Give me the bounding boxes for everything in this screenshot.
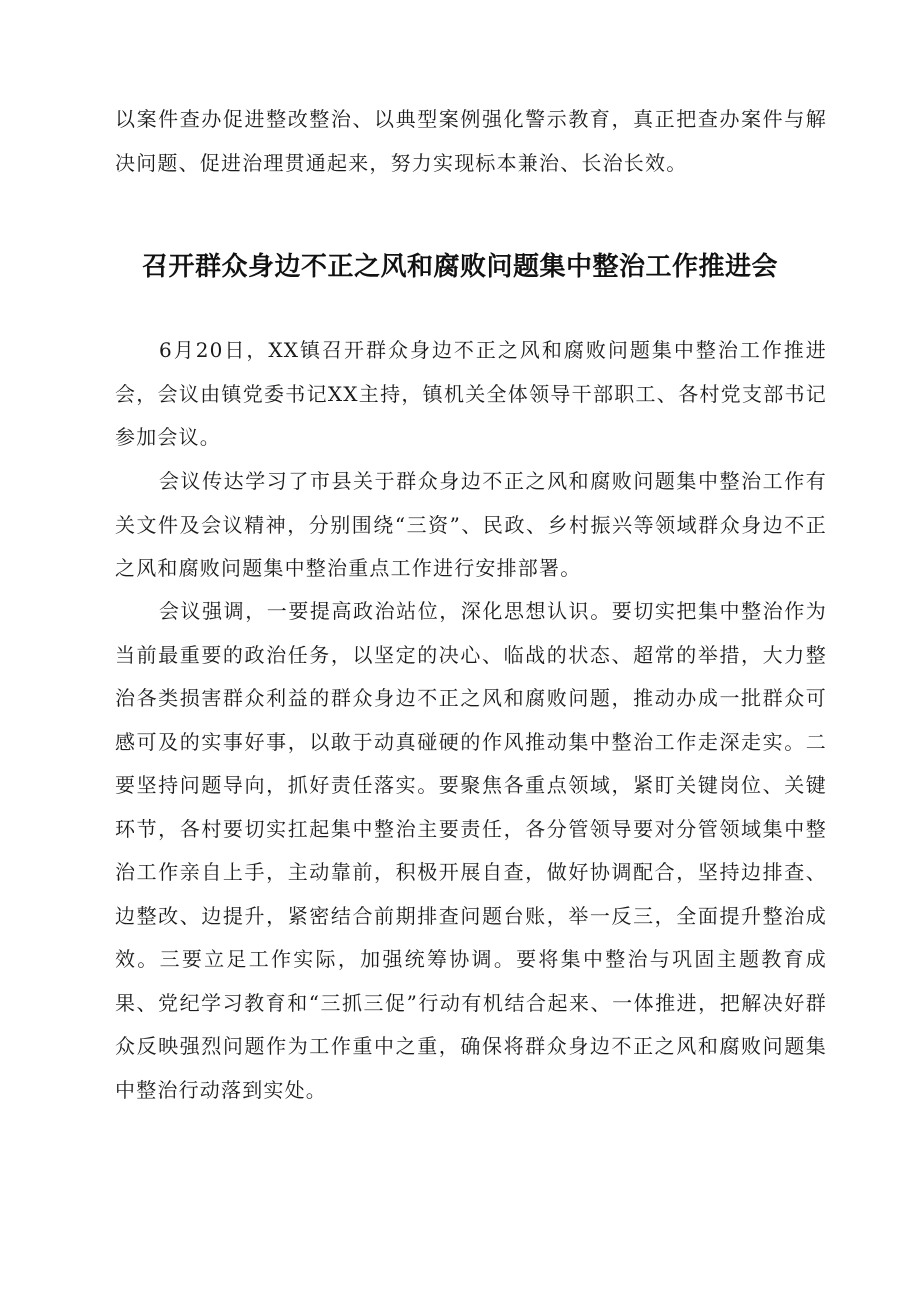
intro-paragraph: 以案件查办促进整改整治、以典型案例强化警示教育，真正把查办案件与解决问题、促进治理贯通起来，努力实现标本兼治、长治长效。 xyxy=(115,107,827,175)
body-paragraph-1: 6月20日，XX镇召开群众身边不正之风和腐败问题集中整治工作推进会，会议由镇党委书记XX主持，镇机关全体领导干部职工、各村党支部书记参加会议。 xyxy=(115,338,827,449)
article-title: 召开群众身边不正之风和腐败问题集中整治工作推进会 xyxy=(141,252,778,282)
body-paragraph-3: 会议强调，一要提高政治站位，深化思想认识。要切实把集中整治作为当前最重要的政治任务，以坚定的决心、临战的状态、超常的举措，大力整治各类损害群众利益的群众身边不正之风和腐败问题，推动办成一批群众可感可及的实事好事，以敢于动真碰硬的作风推动集中整治工作走深走实。二要坚持问题导向，抓好责任落实。要聚焦各重点领域，紧盯关键岗位、关键环节，各村要切实扛起集中整治主要责任，各分管领导要对分管领域集中整治工作亲自上手，主动靠前，积极开展自查，做好协调配合，坚持边排查、边整改、边提升，紧密结合前期排查问题台账，举一反三，全面提升整治成效。三要立足工作实际，加强统筹协调。要将集中整治与巩固主题教育成果、党纪学习教育和“三抓三促”行动有机结合起来、一体推进，把解决好群众反映强烈问题作为工作重中之重，确保将群众身边不正之风和腐败问题集中整治行动落到实处。 xyxy=(115,599,827,1102)
body-paragraph-2: 会议传达学习了市县关于群众身边不正之风和腐败问题集中整治工作有关文件及会议精神，分别围绕“三资”、民政、乡村振兴等领域群众身边不正之风和腐败问题集中整治重点工作进行安排部署。 xyxy=(115,469,827,580)
